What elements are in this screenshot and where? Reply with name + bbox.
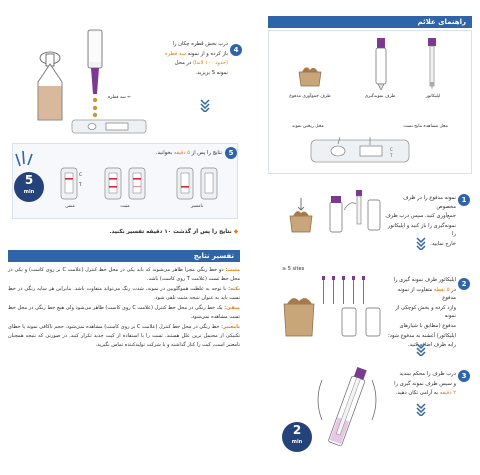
legend-label-container: ظرف جمع‌آوری مدفوع bbox=[289, 94, 331, 99]
step5-timer-unit: min bbox=[23, 189, 35, 195]
step3-number: 3 bbox=[458, 370, 470, 382]
invalid-cassette-2 bbox=[200, 167, 218, 200]
step3-text bbox=[384, 370, 456, 399]
step2-line6: رابه ظرف اضافه کنید. bbox=[407, 342, 456, 349]
legend-label-applicator: اپلیکاتور bbox=[425, 94, 441, 99]
step2-illustration bbox=[282, 274, 382, 344]
step3-timer-num: 2 bbox=[292, 423, 302, 437]
chevron-down-icon bbox=[416, 402, 426, 416]
negative-paragraph bbox=[8, 304, 240, 322]
step3-line3-highlight: ۲ دقیقه bbox=[439, 390, 456, 397]
label-negative: منفی bbox=[65, 204, 75, 209]
applicator-icon bbox=[426, 38, 438, 94]
invalid-title: نامعتبر: bbox=[221, 324, 240, 330]
step1-line3: نمونه‌گیری را باز کنید و اپلیکاتور را bbox=[387, 222, 456, 238]
negative-cassette bbox=[60, 167, 78, 200]
cassette-mark-t: T bbox=[79, 183, 82, 188]
step1-illustration bbox=[284, 190, 384, 242]
warning-text: نتایج را پس از گذشت ۱۰ دقیقه تفسیر نکنید. bbox=[109, 229, 232, 235]
step4-line1: درب بخش قطره چکان را bbox=[172, 41, 228, 47]
svg-text:T: T bbox=[390, 153, 393, 158]
step2-text bbox=[384, 276, 456, 351]
step4-line3-highlight: (حدود ۱۰۰ لاندا) bbox=[192, 60, 228, 67]
step2-line3: وارد کرده و بخش کوچکی از نمونه bbox=[395, 304, 456, 320]
positive-cassette-1 bbox=[104, 167, 122, 200]
step5-timer-icon bbox=[14, 172, 44, 202]
step4-text bbox=[148, 40, 228, 78]
step5-text-pre: نتایج را پس از bbox=[190, 150, 222, 156]
invalid-text: خط رنگی در محل خط کنترل (علامت C بر روی کاست) مشاهده نمی‌شود. حجم ناکافی نمونه یا خطای تکنیکی از محتمل ترین علل هستند. تست را با استفاده از کیت جدید تکرار کنید. در صورتی که نتیجه همچنان نامعتبر است، کیت را کنار گذاشته و با شرکت تولیدکننده تماس بگیرید. bbox=[8, 324, 240, 348]
step2-line2-highlight: ۵ نقطه bbox=[433, 286, 450, 293]
label-result-window: محل مشاهده نتایج تست bbox=[403, 124, 448, 129]
warning-diamond-icon: ◆ bbox=[233, 229, 238, 235]
step3-line3-post: به آرامی تکان دهید. bbox=[395, 390, 440, 397]
positive-title: مثبت: bbox=[225, 267, 241, 273]
positive-cassette-2 bbox=[128, 167, 146, 200]
step2-line5: اپلیکاتور) آغشته به مدفوع شود؛ bbox=[388, 332, 456, 339]
step5-number: 5 bbox=[225, 147, 237, 159]
negative-text: یک خط رنگی در محل خط کنترل (علامت C روی کاست) ظاهر می‌شود ولی هیچ خط رنگی در محل خط تست مشاهده نمی‌شود. bbox=[8, 305, 240, 320]
chevron-down-icon bbox=[416, 342, 426, 356]
label-positive: مثبت bbox=[120, 204, 130, 209]
chevron-down-icon bbox=[200, 98, 210, 112]
label-invalid: نامعتبر bbox=[190, 204, 204, 209]
step3-illustration bbox=[312, 360, 382, 464]
note-paragraph bbox=[8, 285, 240, 303]
sites-label: ≥ 5 sites bbox=[282, 266, 305, 272]
step4-line3 bbox=[148, 59, 228, 68]
step5-timer-num: 5 bbox=[24, 173, 34, 187]
legend-header: راهنمای علائم bbox=[268, 16, 472, 28]
interpretation-header: تفسیر نتایج bbox=[8, 250, 240, 262]
step4-line2-text: باز کرده و از نمونه bbox=[186, 50, 228, 57]
invalid-cassette-1 bbox=[176, 167, 194, 200]
label-sample-well: محل ریختن نمونه bbox=[292, 124, 324, 129]
step1-line2: جمع‌آوری کنید. سپس درب ظرف bbox=[385, 213, 456, 220]
step2-line2-post: متفاوت از نمونه مدفوع bbox=[397, 286, 456, 302]
legend-cassette bbox=[310, 136, 410, 168]
step4-line2 bbox=[148, 50, 228, 59]
step4-line2-highlight: سه قطره bbox=[164, 50, 187, 57]
step2-line2-pre: در bbox=[449, 286, 456, 293]
step3-line3 bbox=[384, 389, 456, 398]
warning-line bbox=[12, 228, 238, 236]
chevron-down-icon bbox=[416, 236, 426, 250]
drops-label: سه قطره ← bbox=[108, 95, 131, 100]
interpretation-body bbox=[8, 266, 240, 351]
step4-line3-text: در محل bbox=[174, 60, 193, 67]
step3-timer-icon bbox=[282, 422, 312, 452]
positive-paragraph bbox=[8, 266, 240, 284]
step5-timer-rays-icon bbox=[14, 148, 38, 174]
negative-title: منفی: bbox=[224, 305, 240, 311]
step1-line4: خارج نمایید. bbox=[430, 240, 456, 247]
legend-label-tube: ظرف نمونه‌گیری bbox=[364, 94, 396, 99]
step5-text bbox=[60, 149, 222, 158]
drops-label-text: سه قطره bbox=[108, 95, 126, 100]
step1-number: 1 bbox=[458, 194, 470, 206]
positive-text: دو خط رنگی مجزا ظاهر می‌شوند که باید یکی در محل خط کنترل (علامت C بر روی کاست) و یکی در محل خط تست (علامت T روی کاست) باشد. bbox=[8, 267, 240, 282]
svg-text:C: C bbox=[390, 147, 393, 152]
step2-line2 bbox=[384, 286, 456, 303]
step4-illustration bbox=[10, 24, 148, 136]
step1-line1: نمونه مدفوع را در ظرف مخصوص bbox=[403, 195, 456, 210]
cassette-mark-c: C bbox=[79, 173, 83, 178]
invalid-paragraph bbox=[8, 323, 240, 350]
step4-number: 4 bbox=[230, 44, 242, 56]
note-title: نکته: bbox=[228, 286, 240, 292]
collection-container-icon bbox=[296, 62, 324, 92]
step2-number: 2 bbox=[458, 278, 470, 290]
step3-line2: و سپس ظرف نمونه گیری را bbox=[394, 380, 456, 387]
step2-line4: مدفوع (مطابق با شیارهای bbox=[399, 322, 456, 329]
step3-timer-unit: min bbox=[291, 439, 303, 445]
step5-text-post: بخوانید. bbox=[155, 150, 174, 156]
step4-line4: نمونه S بریزید. bbox=[195, 69, 228, 76]
step2-line1: اپلیکاتور ظرف نمونه گیری را bbox=[393, 277, 456, 283]
step3-line1: درب ظرف را محکم ببندید bbox=[399, 371, 456, 377]
step5-text-highlight: ۵ دقیقه bbox=[173, 150, 191, 156]
sampling-tube-icon bbox=[374, 38, 388, 94]
note-text: با توجه به غلظت هموگلوبین در نمونه، شدت رنگ می‌تواند متفاوت باشد. بنابراین هر سایه رنگی در خط تست باید به عنوان نتیجه مثبت تلقی شود. bbox=[8, 286, 240, 301]
